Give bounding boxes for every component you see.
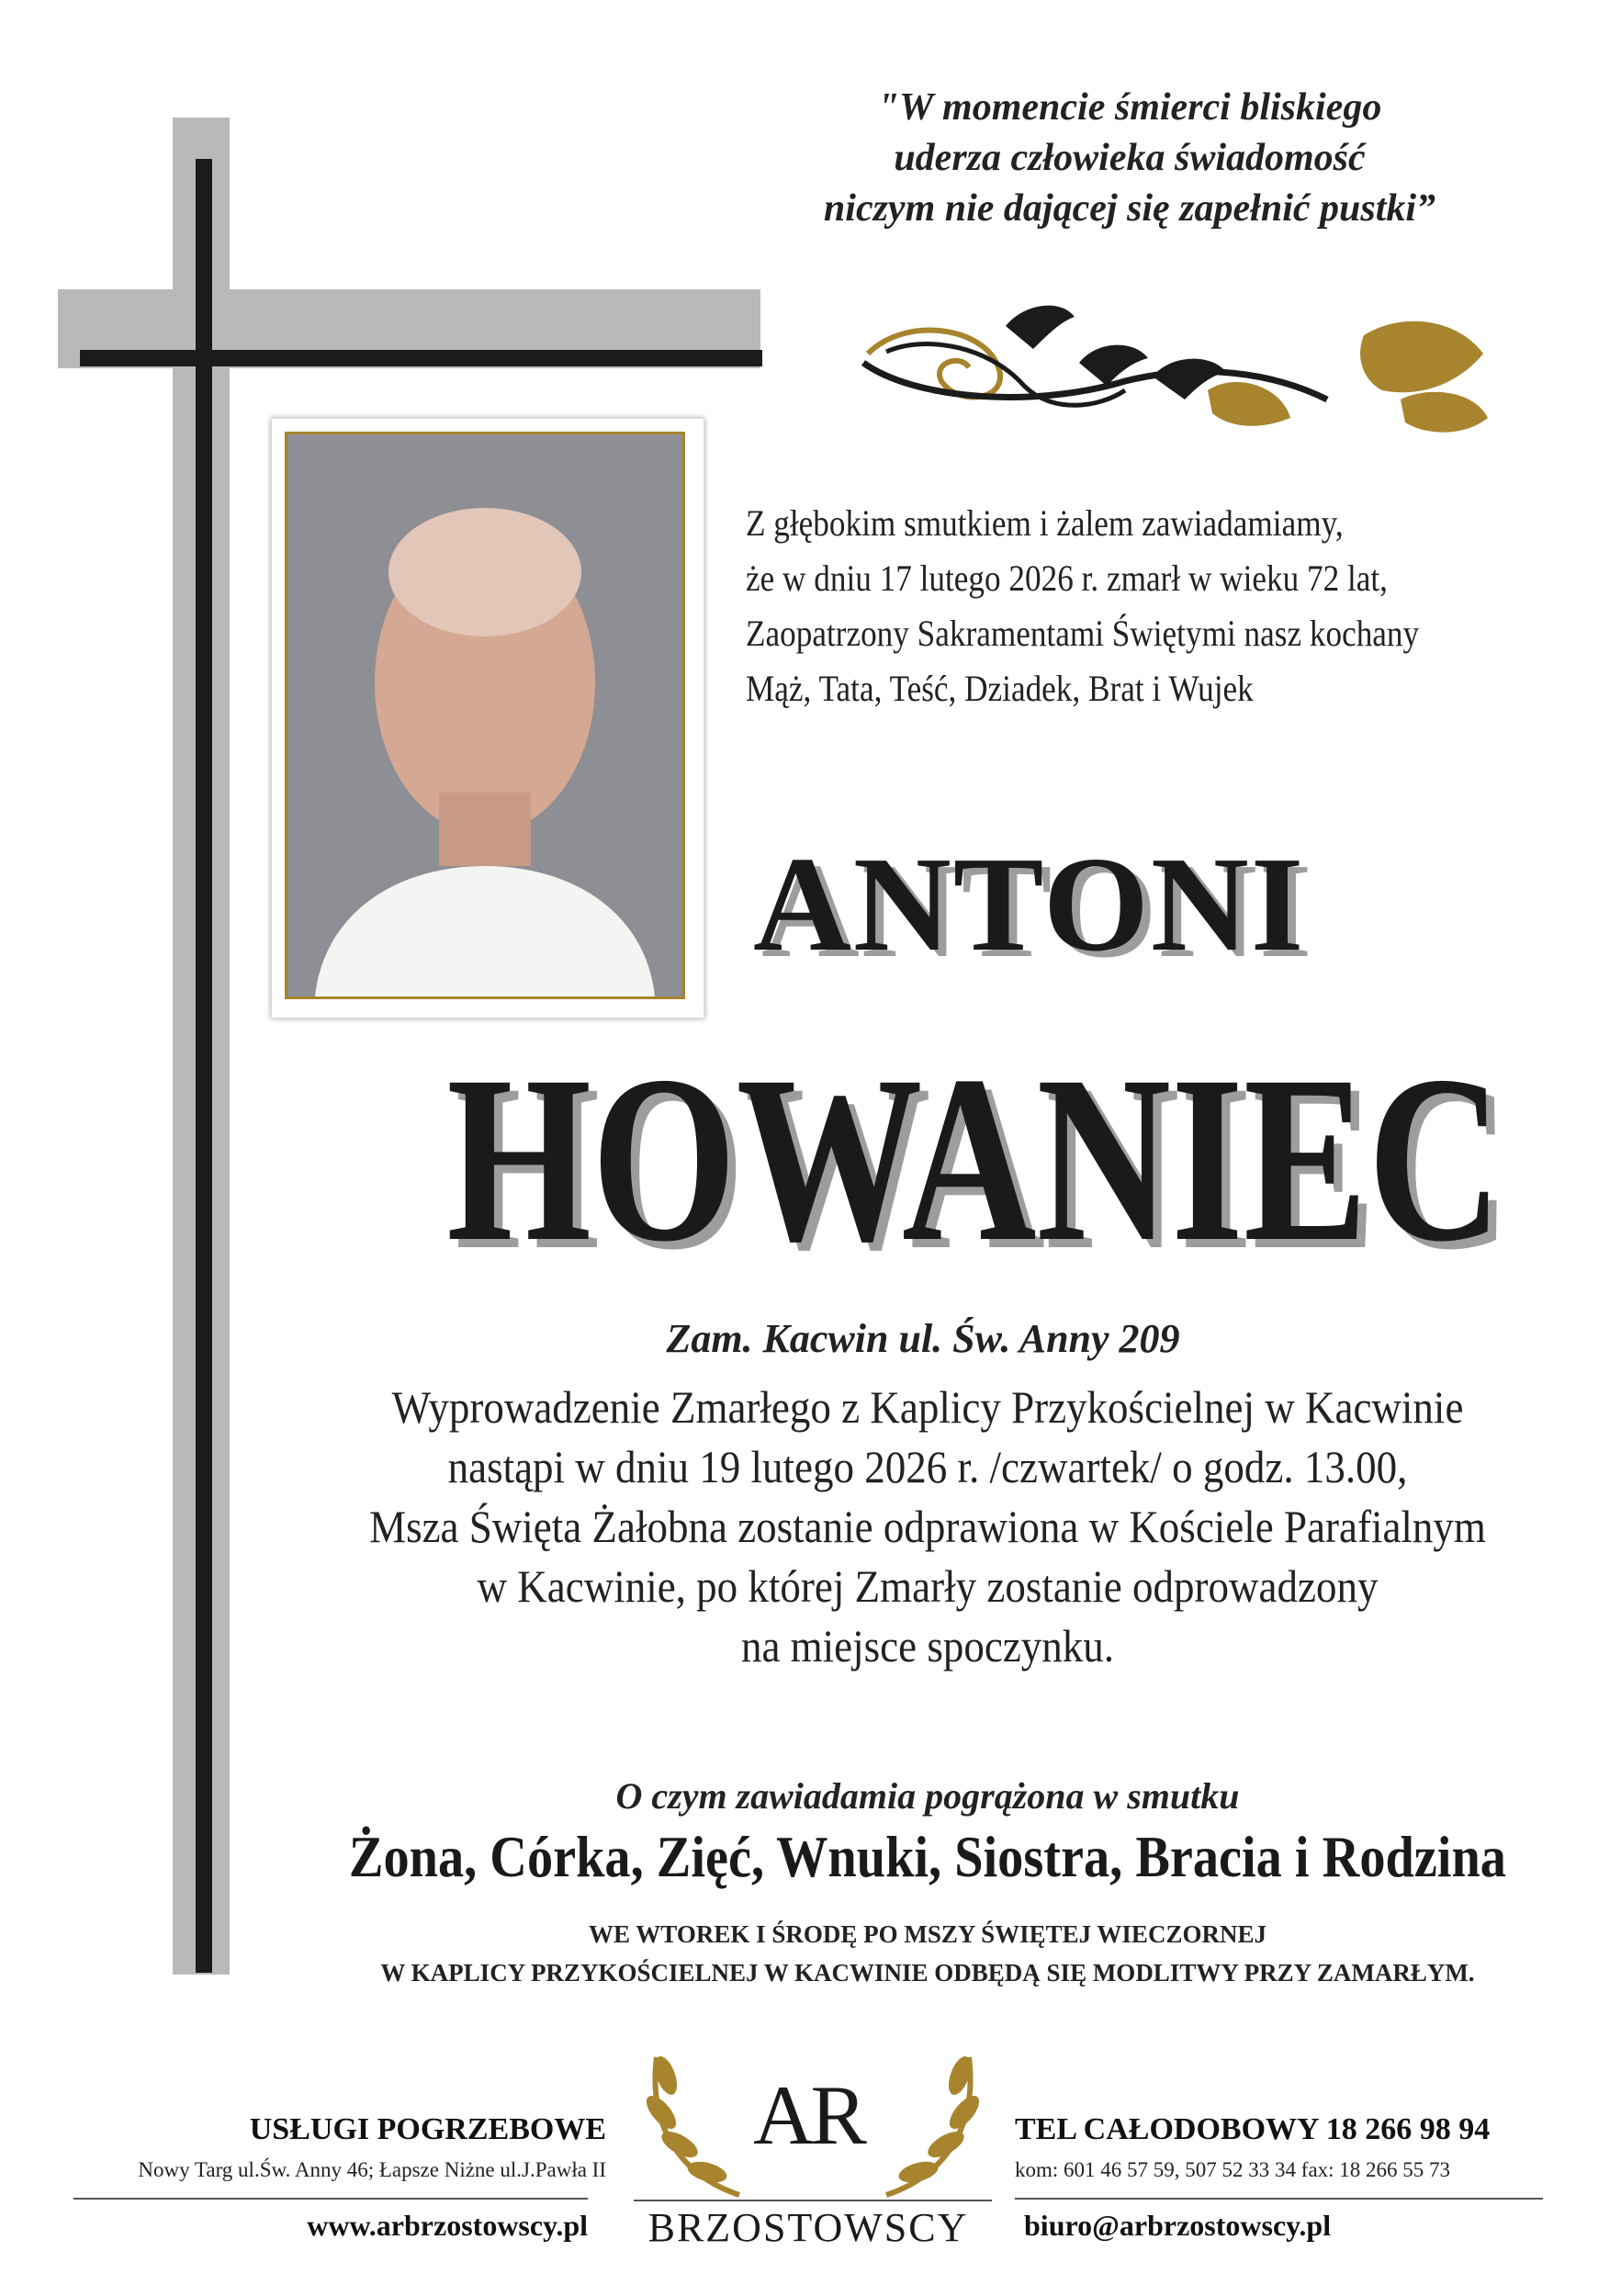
family-text: Żona, Córka, Zięć, Wnuki, Siostra, Bracia i Rodzina xyxy=(348,1824,1507,1889)
intro-line: że w dniu 17 lutego 2026 r. zmarł w wieku 72 lat, xyxy=(746,557,1388,599)
funeral-line: Msza Święta Żałobna zostanie odprawiona w Kościele Parafialnym xyxy=(369,1501,1486,1552)
website-link[interactable]: www.arbrzostowscy.pl xyxy=(307,2209,588,2242)
mourners-intro: O czym zawiadamia pogrążona w smutku xyxy=(615,1775,1240,1817)
quote xyxy=(716,83,1543,234)
funeral-line: w Kacwinie, po której Zmarły zostanie odprowadzony xyxy=(477,1560,1379,1612)
portrait-photo xyxy=(285,432,685,999)
footer-right-divider xyxy=(1015,2198,1543,2200)
funeral-line: na miejsce spoczynku. xyxy=(740,1620,1115,1671)
leaf-ornament-icon xyxy=(850,298,1511,445)
quote-line: "W momencie śmierci bliskiego xyxy=(877,86,1382,129)
funeral-line: Wyprowadzenie Zmarłego z Kaplicy Przykościelnej w Kacwinie xyxy=(391,1381,1464,1433)
mourners-family xyxy=(230,1823,1621,1891)
logo-divider xyxy=(634,2200,992,2201)
funeral-services-address: Nowy Targ ul.Św. Anny 46; Łapsze Niżne ul.J.Pawła II xyxy=(138,2158,606,2181)
quote-line: uderza człowieka świadomość xyxy=(894,137,1366,179)
intro-line: Mąż, Tata, Teść, Dziadek, Brat i Wujek xyxy=(746,668,1254,709)
prayer-line: W KAPLICY PRZYKOŚCIELNEJ W KACWINIE ODBĘDĄ SIĘ MODLITWY PRZY ZAMARŁYM. xyxy=(380,1959,1475,1986)
logo-letters: AR xyxy=(753,2068,863,2162)
intro-line: Zaopatrzony Sakramentami Świętymi nasz kochany xyxy=(746,613,1420,654)
funeral-services-title: USŁUGI POGRZEBOWE xyxy=(249,2112,606,2146)
funeral-details xyxy=(276,1378,1580,1676)
deceased-address: Zam. Kacwin ul. Św. Anny 209 xyxy=(666,1316,1180,1361)
phone-24h-title: TEL CAŁODOBOWY 18 266 98 94 xyxy=(1015,2112,1491,2146)
email-link[interactable]: biuro@arbrzostowscy.pl xyxy=(1024,2209,1332,2242)
cross-vertical-bar xyxy=(196,159,212,1973)
intro-line: Z głębokim smutkiem i żalem zawiadamiamy, xyxy=(746,502,1344,544)
prayer-notice xyxy=(230,1915,1621,1992)
funeral-line: nastąpi w dniu 19 lutego 2026 r. /czwartek/ o godz. 13.00, xyxy=(447,1441,1408,1492)
deceased-first-name: ANTONI xyxy=(753,829,1306,980)
cross-horizontal-bar xyxy=(80,350,762,366)
announcement-intro xyxy=(746,496,1473,716)
logo-company-name: BRZOSTOWSCY xyxy=(647,2205,969,2250)
portrait-frame xyxy=(271,418,704,1019)
quote-line: niczym nie dającej się zapełnić pustki” xyxy=(823,187,1436,230)
phone-numbers: kom: 601 46 57 59, 507 52 33 34 fax: 18 266 55 73 xyxy=(1015,2158,1451,2181)
deceased-last-name: HOWANIEC xyxy=(446,1027,1503,1291)
portrait-icon xyxy=(287,434,682,996)
prayer-line: WE WTOREK I ŚRODĘ PO MSZY ŚWIĘTEJ WIECZORNEJ xyxy=(589,1920,1266,1948)
footer-left-divider xyxy=(73,2198,588,2200)
